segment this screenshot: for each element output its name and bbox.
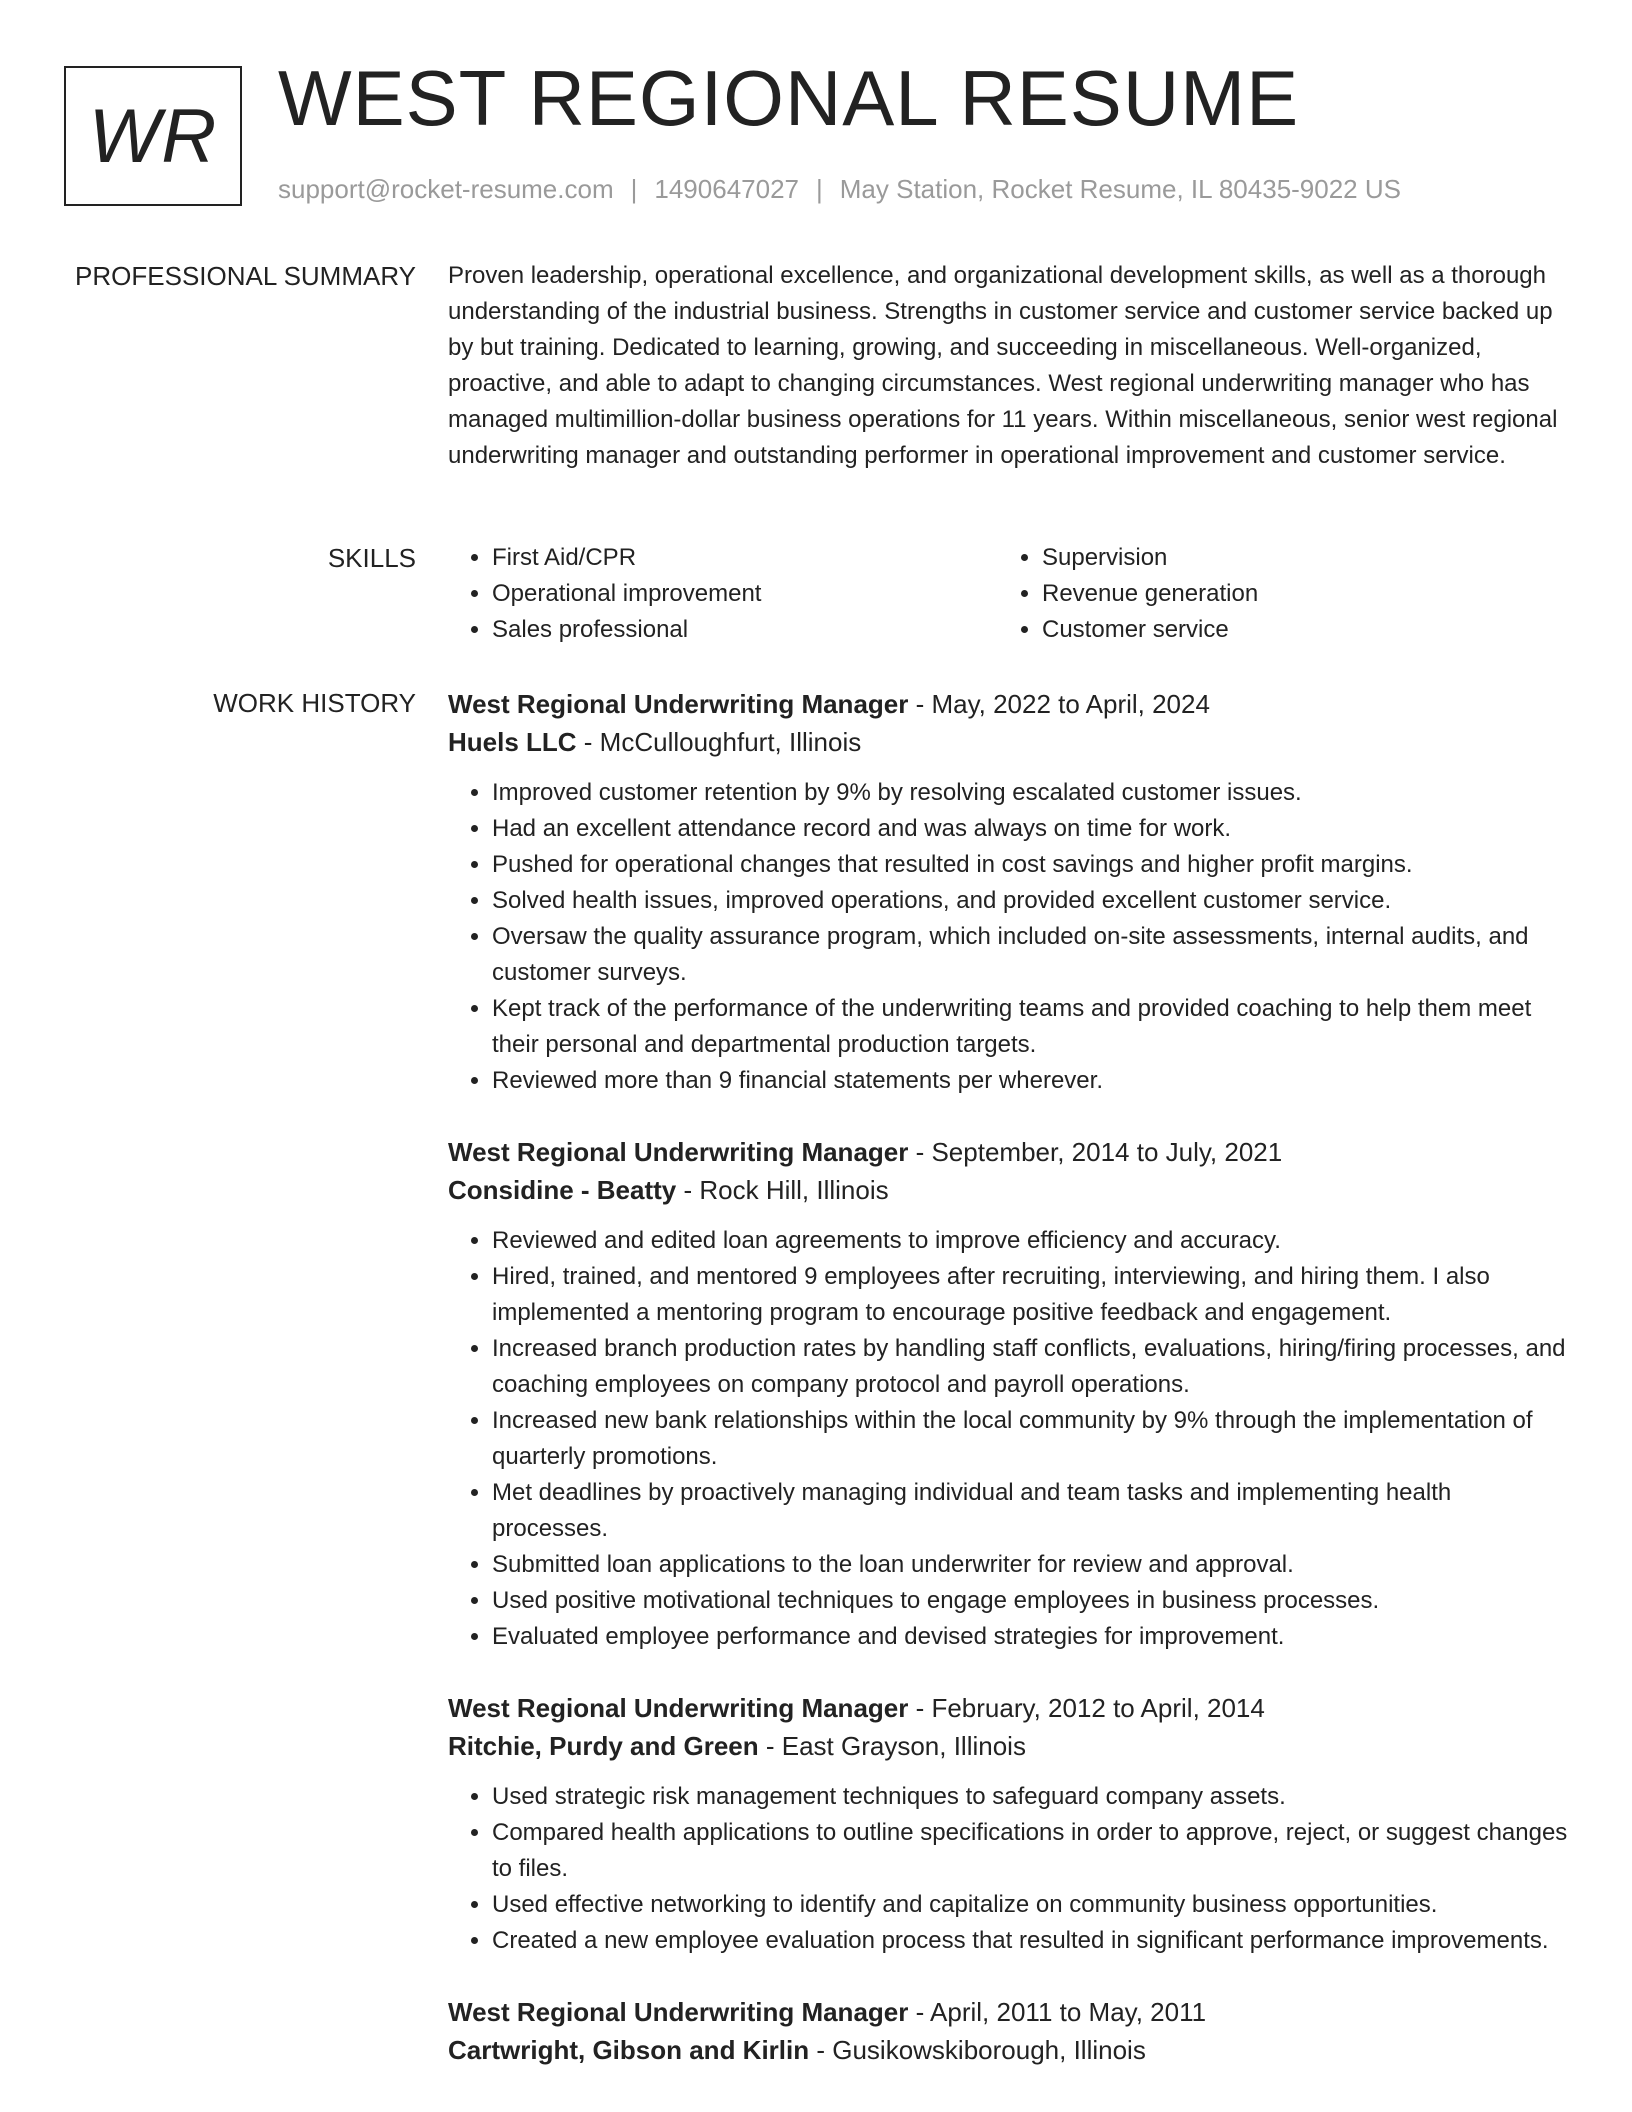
- job-company-line: [448, 723, 1568, 761]
- monogram-logo: WR: [64, 66, 242, 206]
- job-title: West Regional Underwriting Manager: [448, 689, 909, 719]
- job-bullet: • Had an excellent attendance record and was always on time for work.: [492, 811, 1568, 847]
- skills-list-right: [998, 540, 1548, 648]
- skill-item: • Revenue generation: [1042, 576, 1548, 612]
- job-title: West Regional Underwriting Manager: [448, 1693, 909, 1723]
- job-company-line: [448, 2031, 1568, 2069]
- job-bullet: • Submitted loan applications to the loan underwriter for review and approval.: [492, 1547, 1568, 1583]
- job-location: - Rock Hill, Illinois: [676, 1175, 889, 1205]
- job-entry: [448, 1689, 1568, 1959]
- job-company-line: [448, 1171, 1568, 1209]
- job-bullet: • Created a new employee evaluation process that resulted in significant performance improvements.: [492, 1923, 1568, 1959]
- job-bullet: • Used positive motivational techniques to engage employees in business processes.: [492, 1583, 1568, 1619]
- job-title: West Regional Underwriting Manager: [448, 1997, 909, 2027]
- job-company-line: [448, 1727, 1568, 1765]
- job-bullet: • Oversaw the quality assurance program, which included on-site assessments, internal audits, and customer surveys.: [492, 919, 1568, 991]
- job-bullet: • Increased branch production rates by handling staff conflicts, evaluations, hiring/firing processes, and coaching employees on company protocol and payroll operations.: [492, 1331, 1568, 1403]
- skill-item: • Sales professional: [492, 612, 998, 648]
- skill-item: • Supervision: [1042, 540, 1548, 576]
- job-company: Huels LLC: [448, 727, 577, 757]
- job-dates: - February, 2012 to April, 2014: [908, 1693, 1265, 1723]
- job-bullet: • Improved customer retention by 9% by resolving escalated customer issues.: [492, 775, 1568, 811]
- work-history-heading: WORK HISTORY: [213, 688, 416, 718]
- job-bullet: • Reviewed more than 9 financial statements per wherever.: [492, 1063, 1568, 1099]
- summary-text: Proven leadership, operational excellence, and organizational development skills, as well as a thorough understanding of the industrial business. Strengths in customer service and customer service backed up by but training. Dedicated to learning, growing, and succeeding in miscellaneous. Well-organized, proactive, and able to adapt to changing circumstances. West regional underwriting manager who has managed multimillion-dollar business operations for 11 years. Within miscellaneous, senior west regional underwriting manager and outstanding performer in operational improvement and customer service.: [448, 262, 1558, 469]
- job-title: West Regional Underwriting Manager: [448, 1137, 909, 1167]
- job-bullets: [448, 1223, 1568, 1655]
- job-dates: - April, 2011 to May, 2011: [908, 1997, 1207, 2027]
- job-bullet: • Kept track of the performance of the underwriting teams and provided coaching to help them meet their personal and departmental production targets.: [492, 991, 1568, 1063]
- job-title-line: [448, 1133, 1568, 1171]
- contact-phone[interactable]: 1490647027: [654, 174, 799, 204]
- job-bullet: • Reviewed and edited loan agreements to improve efficiency and accuracy.: [492, 1223, 1568, 1259]
- skill-item: • Operational improvement: [492, 576, 998, 612]
- job-company: Ritchie, Purdy and Green: [448, 1731, 759, 1761]
- job-bullet: • Met deadlines by proactively managing individual and team tasks and implementing health processes.: [492, 1475, 1568, 1547]
- job-company: Considine - Beatty: [448, 1175, 677, 1205]
- job-location: - Gusikowskiborough, Illinois: [809, 2035, 1146, 2065]
- summary-heading: PROFESSIONAL SUMMARY: [75, 261, 416, 291]
- contact-email[interactable]: support@rocket-resume.com: [278, 174, 614, 204]
- contact-separator: |: [816, 174, 823, 204]
- resume-name: WEST REGIONAL RESUME: [278, 54, 1300, 142]
- contact-address: May Station, Rocket Resume, IL 80435-9022 US: [839, 174, 1401, 204]
- contact-separator: |: [630, 174, 638, 204]
- contact-line: [278, 174, 1401, 205]
- job-bullet: • Compared health applications to outline specifications in order to approve, reject, or suggest changes to files.: [492, 1815, 1568, 1887]
- job-entry: [448, 685, 1568, 1099]
- job-bullet: • Increased new bank relationships within the local community by 9% through the implementation of quarterly promotions.: [492, 1403, 1568, 1475]
- job-title-line: [448, 1689, 1568, 1727]
- job-bullets: [448, 1779, 1568, 1959]
- job-bullet: • Evaluated employee performance and devised strategies for improvement.: [492, 1619, 1568, 1655]
- skills-heading: SKILLS: [327, 543, 416, 573]
- job-title-line: [448, 1993, 1568, 2031]
- job-entry: [448, 1133, 1568, 1655]
- job-bullet: • Used strategic risk management techniques to safeguard company assets.: [492, 1779, 1568, 1815]
- job-bullet: • Solved health issues, improved operations, and provided excellent customer service.: [492, 883, 1568, 919]
- job-location: - McCulloughfurt, Illinois: [576, 727, 862, 757]
- job-company: Cartwright, Gibson and Kirlin: [448, 2035, 810, 2065]
- job-entry: [448, 1993, 1568, 2069]
- job-dates: - September, 2014 to July, 2021: [908, 1137, 1283, 1167]
- skill-item: • First Aid/CPR: [492, 540, 998, 576]
- job-bullets: [448, 775, 1568, 1099]
- job-dates: - May, 2022 to April, 2024: [908, 689, 1210, 719]
- job-title-line: [448, 685, 1568, 723]
- job-bullet: • Hired, trained, and mentored 9 employees after recruiting, interviewing, and hiring them. I also implemented a mentoring program to encourage positive feedback and engagement.: [492, 1259, 1568, 1331]
- job-location: - East Grayson, Illinois: [758, 1731, 1026, 1761]
- job-bullet: • Pushed for operational changes that resulted in cost savings and higher profit margins.: [492, 847, 1568, 883]
- skills-list-left: [448, 540, 998, 648]
- skill-item: • Customer service: [1042, 612, 1548, 648]
- job-bullet: • Used effective networking to identify and capitalize on community business opportunities.: [492, 1887, 1568, 1923]
